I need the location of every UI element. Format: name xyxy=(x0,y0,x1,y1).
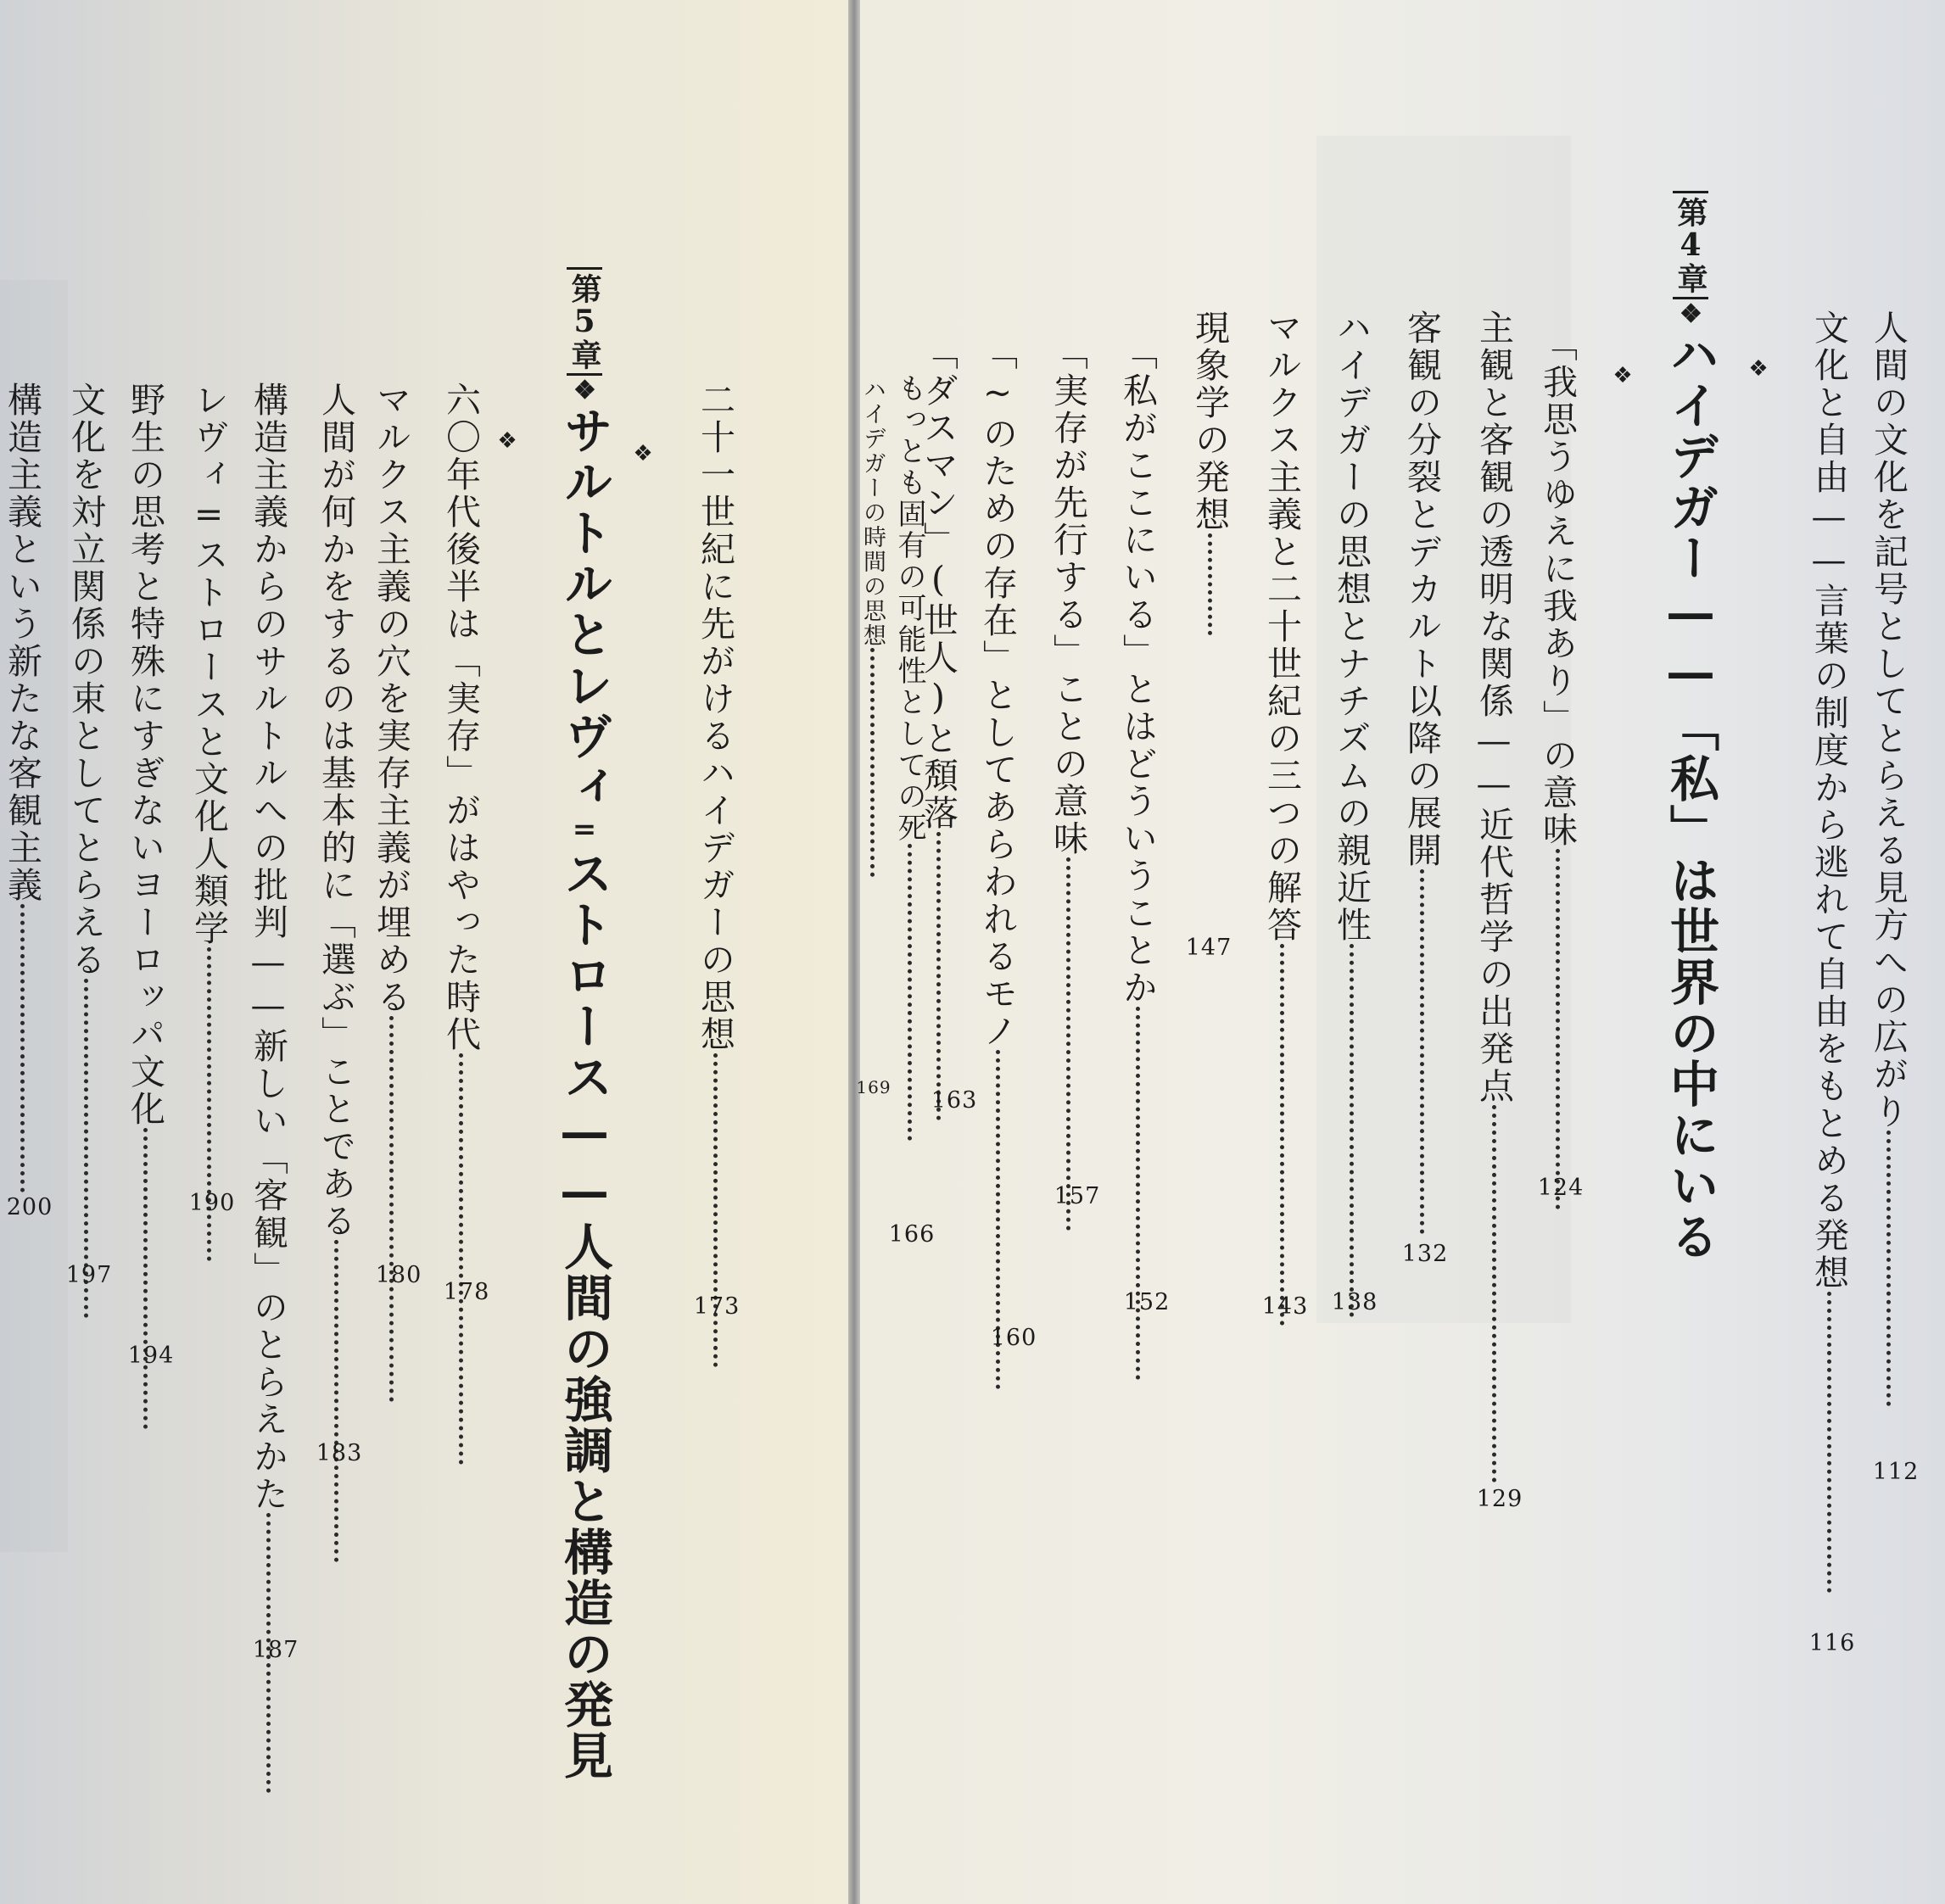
dot-leader xyxy=(713,1053,718,1367)
dot-leader xyxy=(389,1016,394,1402)
toc-entry xyxy=(1261,310,1302,1326)
toc-page-number: 190 xyxy=(188,1190,236,1216)
right-page xyxy=(858,0,1945,1904)
toc-page-number: 112 xyxy=(1872,1459,1920,1485)
dot-leader xyxy=(870,648,875,877)
toc-entry xyxy=(371,382,411,1402)
dot-leader xyxy=(1136,1007,1140,1380)
toc-page-number: 194 xyxy=(127,1343,175,1369)
toc-page-number: 116 xyxy=(1808,1630,1856,1656)
toc-page-number: 124 xyxy=(1537,1175,1585,1201)
chapter-label: 第4章 xyxy=(1673,191,1708,299)
toc-entry-title: 構造主義という新たな客観主義 xyxy=(2,382,42,904)
chapter-title-dash: —— xyxy=(1662,583,1719,702)
toc-page-number: 163 xyxy=(931,1087,978,1114)
dot-leader xyxy=(908,844,912,1141)
dot-leader xyxy=(1280,944,1284,1326)
dot-leader xyxy=(1827,1292,1831,1593)
toc-page-number: 197 xyxy=(65,1262,113,1288)
toc-entry-title: レヴィ=ストロースと文化人類学 xyxy=(188,382,229,947)
chapter-label: 第5章 xyxy=(567,267,602,376)
toc-entry xyxy=(1117,335,1158,1380)
toc-entry xyxy=(1401,310,1442,1234)
ornament-diamond: ❖ xyxy=(1676,299,1706,329)
toc-page-number: 138 xyxy=(1331,1289,1378,1315)
toc-page-number: 173 xyxy=(693,1293,741,1320)
dot-leader xyxy=(1886,1131,1891,1406)
toc-entry-title: 二十一世紀に先がけるハイデガーの思想 xyxy=(695,382,735,1053)
toc-entry xyxy=(188,382,229,1261)
toc-entry xyxy=(316,382,356,1562)
dot-leader xyxy=(1420,869,1424,1234)
toc-page-number: 169 xyxy=(856,1077,891,1097)
chapter-subtitle: 人間の強調と構造の発見 xyxy=(556,1221,613,1781)
toc-entry-title: ハイデガーの思想とナチズムの親近性 xyxy=(1331,310,1372,944)
toc-entry-title: 構造主義からのサルトルへの批判——新しい「客観」のとらえかた xyxy=(248,382,288,1513)
dot-leader xyxy=(459,1053,463,1465)
toc-page-number: 147 xyxy=(1185,935,1232,961)
toc-entry xyxy=(1868,310,1909,1406)
toc-entry xyxy=(1808,310,1849,1593)
toc-entry-title: 文化を対立関係の束としてとらえる xyxy=(65,382,106,979)
toc-entry xyxy=(2,382,42,1192)
toc-entry-title: 六〇年代後半は「実存」がはやった時代 xyxy=(440,382,481,1053)
chapter-heading xyxy=(1662,191,1719,1262)
dot-leader xyxy=(334,1240,338,1562)
toc-entry-title: もっとも固有の可能性としての死 xyxy=(892,373,926,844)
toc-page-number: 200 xyxy=(6,1194,53,1220)
toc-entry-title: ハイデガーの時間の思想 xyxy=(859,377,886,648)
section-ornament: ❖ xyxy=(495,428,520,454)
toc-entry xyxy=(65,382,106,1318)
dot-leader xyxy=(143,1128,148,1429)
book-gutter xyxy=(848,0,860,1904)
chapter-title: サルトルとレヴィ xyxy=(556,405,613,812)
chapter-title-dash: —— xyxy=(556,1103,613,1221)
dot-leader xyxy=(1350,944,1354,1317)
toc-entry xyxy=(977,335,1018,1389)
toc-entry-title: マルクス主義と二十世紀の三つの解答 xyxy=(1261,310,1302,944)
chapter-title: ハイデガー xyxy=(1662,329,1719,583)
chapter-title: ストロース xyxy=(556,848,613,1103)
section-ornament: ❖ xyxy=(1746,356,1771,382)
toc-entry-title: 人間が何かをするのは基本的に「選ぶ」ことである xyxy=(316,382,356,1240)
toc-page-number: 157 xyxy=(1054,1183,1101,1209)
toc-entry xyxy=(695,382,735,1367)
toc-entry-title: 「~のための存在」としてあらわれるモノ xyxy=(977,335,1018,1050)
toc-page-number: 143 xyxy=(1261,1293,1309,1320)
toc-entry xyxy=(1331,310,1372,1317)
toc-entry xyxy=(892,373,926,1141)
dot-leader xyxy=(936,832,941,1120)
toc-entry-title: 客観の分裂とデカルト以降の展開 xyxy=(1401,310,1442,869)
dot-leader xyxy=(20,904,25,1192)
toc-entry xyxy=(1048,335,1088,1231)
section-ornament: ❖ xyxy=(1610,363,1635,388)
dot-leader xyxy=(1556,849,1560,1209)
chapter-subtitle: 「私」は世界の中にいる xyxy=(1662,702,1719,1262)
toc-entry xyxy=(248,382,288,1793)
toc-page-number: 152 xyxy=(1123,1289,1171,1315)
toc-entry-title: マルクス主義の穴を実存主義が埋める xyxy=(371,382,411,1016)
toc-page-number: 178 xyxy=(443,1279,490,1305)
toc-entry-title: 人間の文化を記号としてとらえる見方への広がり xyxy=(1868,310,1909,1131)
toc-entry-title: 野生の思考と特殊にすぎないヨーロッパ文化 xyxy=(125,382,165,1128)
toc-page-number: 160 xyxy=(990,1325,1037,1351)
toc-entry-title: 「私がここにいる」とはどういうことか xyxy=(1117,335,1158,1007)
toc-entry-title: 「実存が先行する」ことの意味 xyxy=(1048,335,1088,857)
toc-entry xyxy=(1473,310,1514,1482)
dot-leader xyxy=(1208,533,1212,635)
chapter-title-equals: = xyxy=(567,812,601,848)
ornament-diamond: ❖ xyxy=(570,376,600,405)
toc-entry xyxy=(125,382,165,1429)
dot-leader xyxy=(1066,857,1070,1231)
dot-leader xyxy=(1492,1105,1496,1482)
toc-page-number: 166 xyxy=(888,1221,936,1248)
toc-entry xyxy=(1189,310,1230,635)
toc-page-number: 132 xyxy=(1401,1241,1449,1267)
section-ornament: ❖ xyxy=(630,441,656,466)
toc-page-number: 180 xyxy=(375,1262,422,1288)
toc-page-number: 183 xyxy=(316,1440,363,1466)
toc-entry-title: 主観と客観の透明な関係——近代哲学の出発点 xyxy=(1473,310,1514,1105)
toc-entry xyxy=(1537,327,1578,1209)
toc-entry-title: 文化と自由——言葉の制度から逃れて自由をもとめる発想 xyxy=(1808,310,1849,1292)
toc-entry-title: 現象学の発想 xyxy=(1189,310,1230,533)
chapter-heading xyxy=(556,267,613,1781)
toc-entry xyxy=(861,377,884,877)
toc-page-number: 129 xyxy=(1476,1486,1523,1512)
toc-entry-title: 「我思うゆえに我あり」の意味 xyxy=(1537,327,1578,849)
toc-entry-title: 「ダスマン」(世人)と頽落 xyxy=(918,335,959,832)
toc-page-number: 187 xyxy=(252,1637,299,1663)
